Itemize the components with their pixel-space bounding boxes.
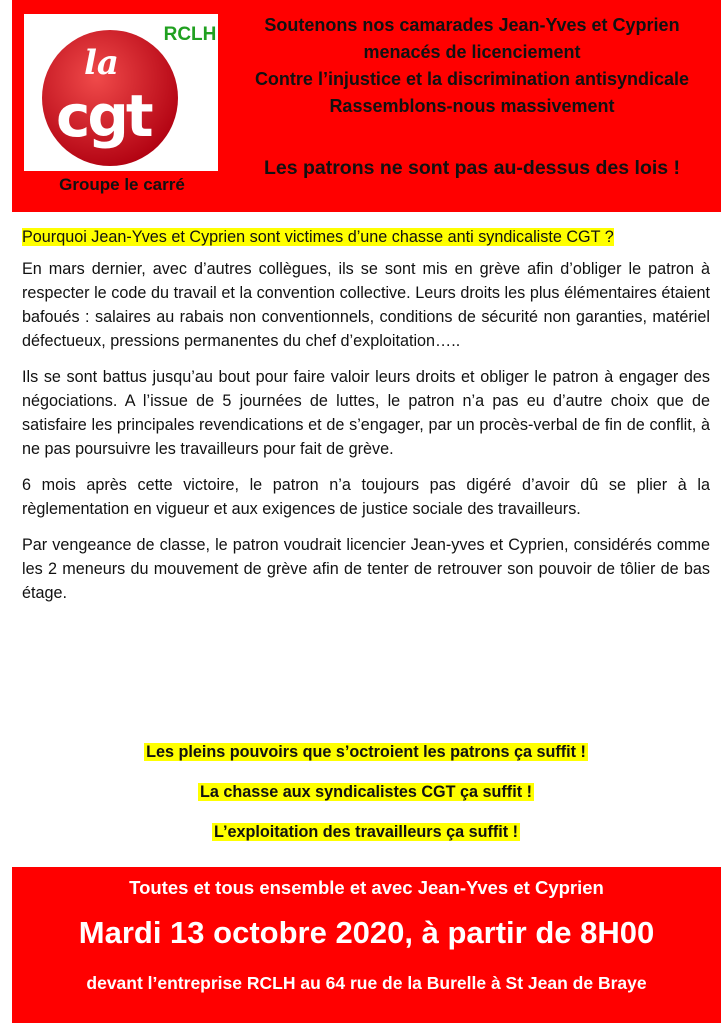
- headline-line: menacés de licenciement: [363, 42, 581, 62]
- union-label: RCLH: [163, 24, 217, 45]
- headline-line: Soutenons nos camarades Jean-Yves et Cyprien: [264, 15, 680, 35]
- paragraph: Ils se sont battus jusqu’au bout pour faire valoir leurs droits et obliger le patron à engager des négociations. A l’issue de 5 journées de luttes, le patron n’a pas eu d’autre choix que de satisfaire les principales revendications et de s’engager, par un procès-verbal de fin de conflit, à ne pas poursuivre les travailleurs pour fait de grève.: [22, 368, 710, 458]
- body-text: [22, 225, 710, 617]
- question-highlight: Pourquoi Jean-Yves et Cyprien sont victimes d’une chasse anti syndicaliste CGT ?: [22, 228, 614, 246]
- paragraph: Par vengeance de classe, le patron voudrait licencier Jean-yves et Cyprien, considérés comme les 2 meneurs du mouvement de grève afin de tenter de retrouver son pouvoir de tôlier de bas étage.: [22, 536, 710, 602]
- group-label: Groupe le carré: [59, 175, 185, 194]
- logo-box: [24, 14, 218, 171]
- headline: [222, 12, 721, 120]
- headline-line: Rassemblons-nous massivement: [329, 96, 615, 116]
- headline-line: Contre l’injustice et la discrimination antisyndicale: [254, 69, 690, 89]
- call-line: [22, 780, 710, 804]
- footer-banner: [12, 867, 721, 1023]
- call-highlight: L’exploitation des travailleurs ça suffit !: [213, 823, 519, 841]
- footer-rally-line: Toutes et tous ensemble et avec Jean-Yves et Cyprien: [129, 877, 604, 898]
- call-line: [22, 740, 710, 764]
- paragraph: En mars dernier, avec d’autres collègues, ils se sont mis en grève afin d’obliger le patron à respecter le code du travail et la convention collective. Leurs droits les plus élémentaires étaient bafoués : salaires au rabais non conventionnels, conditions de sécurité non garanties, matériel défectueux, pressions permanentes du chef d’exploitation…..: [22, 260, 710, 350]
- footer-date: Mardi 13 octobre 2020, à partir de 8H00: [78, 915, 655, 950]
- question-line: [22, 225, 710, 249]
- logo-word-small: la: [84, 43, 119, 83]
- footer-place: devant l’entreprise RCLH au 64 rue de la Burelle à St Jean de Braye: [86, 973, 647, 993]
- call-line: [22, 820, 710, 844]
- header-banner: [12, 0, 721, 212]
- call-highlight: Les pleins pouvoirs que s’octroient les patrons ça suffit !: [146, 743, 586, 761]
- calls-block: [22, 740, 710, 860]
- paragraph: 6 mois après cette victoire, le patron n’a toujours pas digéré d’avoir dû se plier à la règlementation en vigueur et aux exigences de justice sociale des travailleurs.: [22, 476, 710, 518]
- logo-word-big: cgt: [56, 82, 151, 150]
- call-highlight: La chasse aux syndicalistes CGT ça suffit !: [200, 783, 532, 801]
- slogan: Les patrons ne sont pas au-dessus des lois !: [263, 157, 681, 179]
